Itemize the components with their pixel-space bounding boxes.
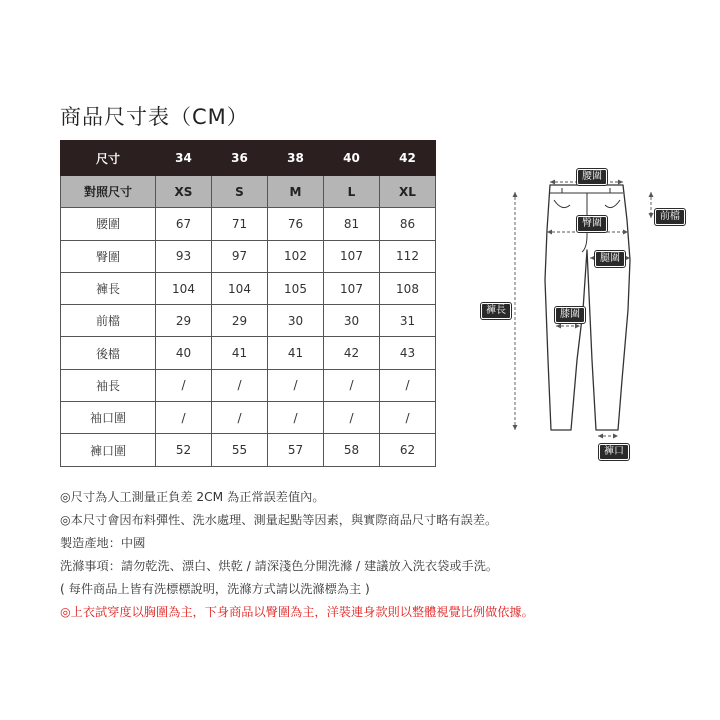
size-cell: 52	[156, 434, 212, 466]
size-cell: 38	[268, 141, 324, 176]
label-thigh: 腿圍	[595, 251, 625, 267]
size-cell: 102	[268, 240, 324, 272]
table-row	[61, 402, 436, 434]
table-row	[61, 305, 436, 337]
size-cell: /	[212, 402, 268, 434]
table-row	[61, 337, 436, 369]
label-knee: 膝圍	[555, 307, 585, 323]
note-tolerance: ◎尺寸為人工測量正負差 2CM 為正常誤差值內。	[60, 490, 325, 504]
size-cell: 107	[324, 272, 380, 304]
table-row	[61, 369, 436, 401]
size-cell: 42	[380, 141, 436, 176]
size-cell: 67	[156, 208, 212, 240]
row-label: 腰圍	[61, 208, 156, 240]
size-cell: 107	[324, 240, 380, 272]
row-label: 對照尺寸	[61, 176, 156, 208]
size-cell: 31	[380, 305, 436, 337]
row-label: 褲長	[61, 272, 156, 304]
table-row	[61, 272, 436, 304]
size-cell: /	[156, 402, 212, 434]
size-cell: XS	[156, 176, 212, 208]
note-washing: 洗滌事項：請勿乾洗、漂白、烘乾 / 請深淺色分開洗滌 / 建議放入洗衣袋或手洗。	[60, 559, 499, 573]
notes	[60, 486, 534, 624]
size-cell: 86	[380, 208, 436, 240]
table-row	[61, 434, 436, 466]
size-cell: 104	[156, 272, 212, 304]
size-cell: 112	[380, 240, 436, 272]
page-title: 商品尺寸表（CM）	[60, 105, 249, 129]
row-label: 褲口圍	[61, 434, 156, 466]
size-cell: 41	[268, 337, 324, 369]
size-cell: S	[212, 176, 268, 208]
table-header-row	[61, 141, 436, 176]
size-cell: XL	[380, 176, 436, 208]
size-cell: /	[268, 402, 324, 434]
size-cell: M	[268, 176, 324, 208]
size-cell: /	[212, 369, 268, 401]
table-row	[61, 240, 436, 272]
size-cell: 57	[268, 434, 324, 466]
label-front-rise: 前檔	[655, 209, 685, 225]
size-cell: /	[268, 369, 324, 401]
size-cell: L	[324, 176, 380, 208]
row-label: 尺寸	[61, 141, 156, 176]
size-cell: 71	[212, 208, 268, 240]
size-cell: 29	[156, 305, 212, 337]
size-cell: 43	[380, 337, 436, 369]
row-label: 後檔	[61, 337, 156, 369]
size-cell: 104	[212, 272, 268, 304]
size-cell: 58	[324, 434, 380, 466]
label-length: 褲長	[481, 303, 511, 319]
size-cell: /	[324, 369, 380, 401]
label-waist: 腰圍	[577, 169, 607, 185]
size-cell: 76	[268, 208, 324, 240]
table-row	[61, 208, 436, 240]
size-cell: 93	[156, 240, 212, 272]
size-cell: 97	[212, 240, 268, 272]
size-cell: 55	[212, 434, 268, 466]
size-cell: 40	[324, 141, 380, 176]
row-label: 袖口圍	[61, 402, 156, 434]
note-fit: ◎上衣試穿度以胸圍為主，下身商品以臀圍為主，洋裝連身款則以整體視覺比例做依據。	[60, 605, 534, 619]
note-origin: 製造產地：中國	[60, 536, 146, 550]
note-variance: ◎本尺寸會因布料彈性、洗水處理、測量起點等因素，與實際商品尺寸略有誤差。	[60, 513, 498, 527]
note-wash-label: ( 每件商品上皆有洗標標說明，洗滌方式請以洗滌標為主 )	[60, 582, 370, 596]
size-cell: 30	[324, 305, 380, 337]
size-cell: 81	[324, 208, 380, 240]
size-cell: 30	[268, 305, 324, 337]
size-cell: 41	[212, 337, 268, 369]
table-sub-header-row	[61, 176, 436, 208]
row-label: 袖長	[61, 369, 156, 401]
size-table	[60, 140, 436, 467]
size-cell: 40	[156, 337, 212, 369]
size-cell: /	[156, 369, 212, 401]
size-cell: 105	[268, 272, 324, 304]
row-label: 前檔	[61, 305, 156, 337]
size-cell: /	[324, 402, 380, 434]
row-label: 臀圍	[61, 240, 156, 272]
size-cell: /	[380, 369, 436, 401]
size-cell: 62	[380, 434, 436, 466]
label-hem: 褲口	[599, 444, 629, 460]
size-cell: 29	[212, 305, 268, 337]
size-cell: 108	[380, 272, 436, 304]
size-cell: 36	[212, 141, 268, 176]
label-hip: 臀圍	[577, 216, 607, 232]
size-cell: 42	[324, 337, 380, 369]
size-cell: 34	[156, 141, 212, 176]
size-cell: /	[380, 402, 436, 434]
